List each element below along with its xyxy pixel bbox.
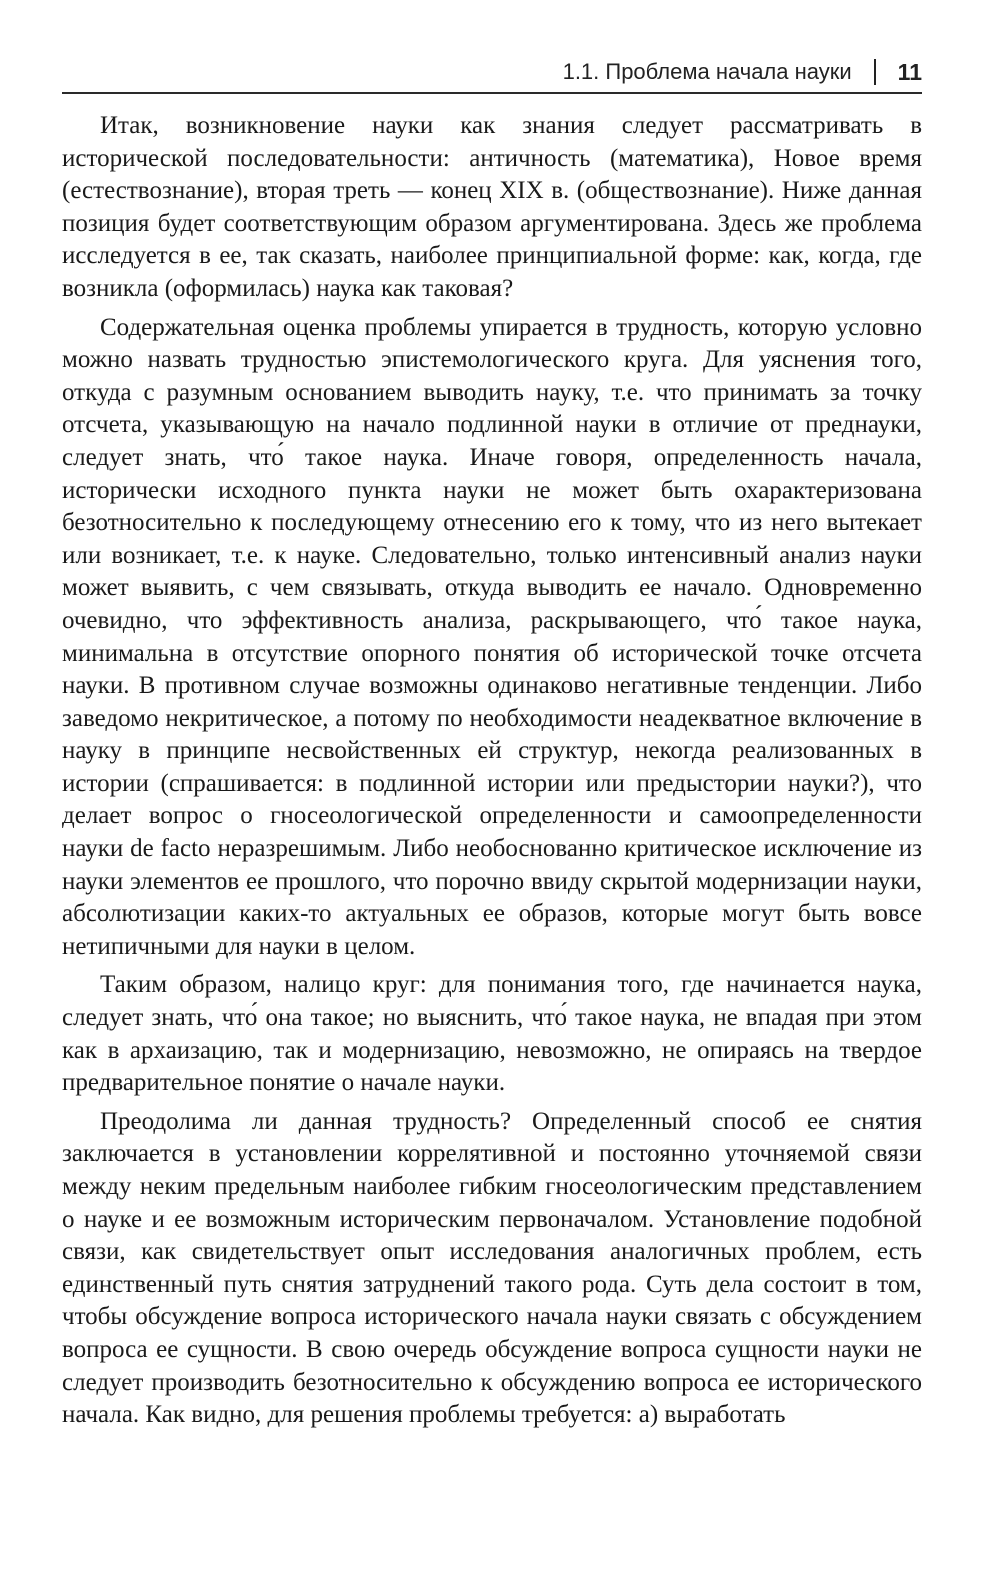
running-title: 1.1. Проблема начала науки	[562, 59, 852, 84]
paragraph-2: Содержательная оценка проблемы упирается в трудность, которую условно можно назвать трудностью эпистемологического круга. Для уяснения того, откуда с разумным основанием выводить науку, т.е. что принимать за точку отсчета, указывающую на начало подлинной науки в отличие от преднауки, следует знать, что́ такое наука. Иначе говоря, определенность начала, исторически исходного пункта науки не может быть охарактеризована безотносительно к последующему отнесению его к тому, что из него вытекает или возникает, т.е. к науке. Следовательно, только интенсивный анализ науки может выявить, с чем связывать, откуда выводить ее начало. Одновременно очевидно, что эффективность анализа, раскрывающего, что́ такое наука, минимальна в отсутствие опорного понятия об исторической точке отсчета науки. В противном случае возможны одинаково негативные тенденции. Либо заведомо некритическое, а потому по необходимости неадекватное включение в науку в принципе несвойственных ей структур, некогда реализованных в истории (спрашивается: в подлинной истории или предыстории науки?), что делает вопрос о гносеологической определенности и самоопределенности науки de facto неразрешимым. Либо необоснованно критическое исключение из науки элементов ее прошлого, что порочно ввиду скрытой модернизации науки, абсолютизации каких-то актуальных ее образов, которые могут быть вовсе нетипичными для науки в целом.	[62, 313, 922, 960]
page-number: 11	[897, 58, 922, 85]
paragraph-4: Преодолима ли данная трудность? Определенный способ ее снятия заключается в установлении коррелятивной и постоянно уточняемой связи между неким предельным наиболее гибким гносеологическим представлением о науке и ее возможным историческим первоначалом. Установление подобной связи, как свидетельствует опыт исследования аналогичных проблем, есть единственный путь снятия затруднений такого рода. Суть дела состоит в том, чтобы обсуждение вопроса исторического начала науки связать с обсуждением вопроса ее сущности. В свою очередь обсуждение вопроса сущности науки не следует производить безотносительно к обсуждению вопроса ее исторического начала. Как видно, для решения проблемы требуется: а) выработать	[62, 1107, 922, 1429]
paragraph-1: Итак, возникновение науки как знания следует рассматривать в исторической последовательности: античность (математика), Новое время (естествознание), вторая треть — конец XIX в. (обществознание). Ниже данная позиция будет соответствующим образом аргументирована. Здесь же проблема исследуется в ее, так сказать, наиболее принципиальной форме: как, когда, где возникла (оформилась) наука как таковая?	[62, 112, 922, 302]
paragraph-3: Таким образом, налицо круг: для понимания того, где начинается наука, следует знать, что́ она такое; но выяснить, что́ такое наука, не впадая при этом как в архаизацию, так и модернизацию, невозможно, не опираясь на твердое предварительное понятие о начале науки.	[62, 971, 922, 1097]
running-header	[62, 52, 922, 94]
body-text	[62, 110, 922, 1432]
header-divider	[874, 59, 876, 85]
book-page	[62, 52, 922, 1438]
